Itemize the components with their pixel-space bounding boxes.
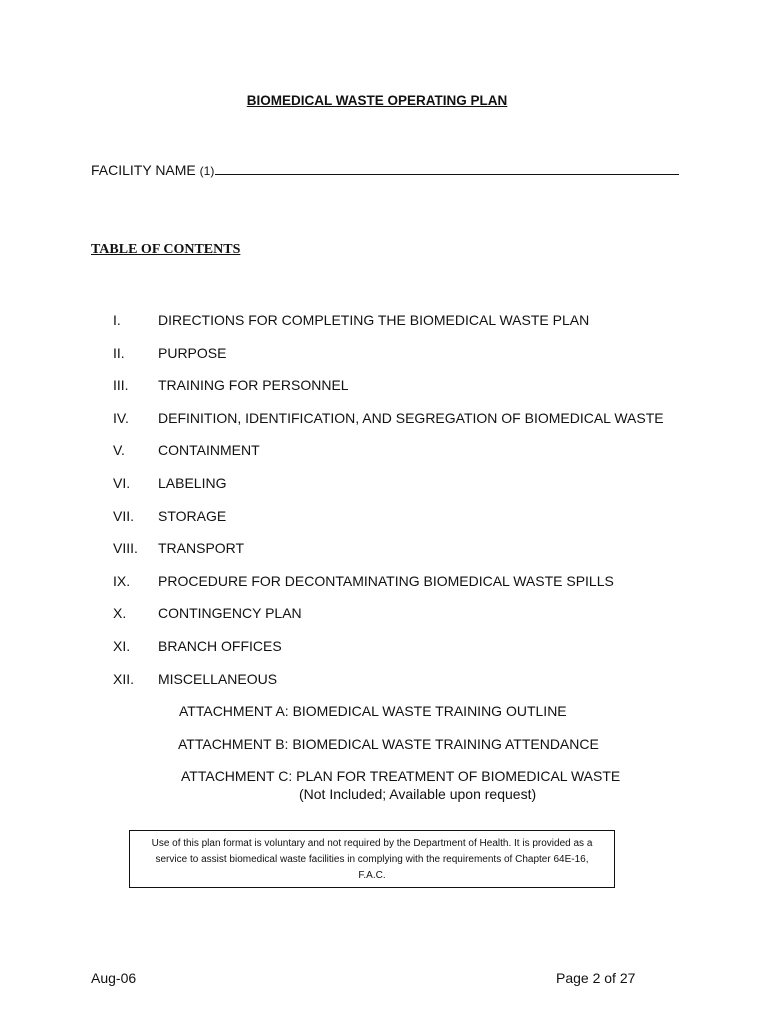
toc-item-3 [0,377,770,410]
attachment-c-note: (Not Included; Available upon request) [299,786,537,802]
toc-item-number: IX. [113,572,131,589]
toc-item-number: X. [113,605,127,622]
document-title: BIOMEDICAL WASTE OPERATING PLAN [246,93,508,108]
toc-item-label: CONTAINMENT [158,442,260,459]
notice-line-3: F.A.C. [358,870,386,881]
toc-item-label: CONTINGENCY PLAN [158,605,302,622]
toc-item-4 [0,410,770,443]
toc-item-number: III. [113,377,129,394]
toc-item-number: XII. [113,670,135,687]
toc-item-9 [0,573,770,606]
attachment-a: ATTACHMENT A: BIOMEDICAL WASTE TRAINING OUTLINE [179,703,567,719]
toc-item-number: V. [113,442,125,459]
toc-item-label: PROCEDURE FOR DECONTAMINATING BIOMEDICAL WASTE SPILLS [158,572,614,589]
toc-item-number: XI. [113,637,131,654]
toc-item-7 [0,508,770,541]
toc-item-number: VIII. [113,540,138,557]
toc-item-8 [0,540,770,573]
toc-item-number: VII. [113,507,135,524]
toc-item-label: DEFINITION, IDENTIFICATION, AND SEGREGATION OF BIOMEDICAL WASTE [158,409,664,426]
toc-item-2 [0,345,770,378]
toc-item-number: IV. [113,409,129,426]
toc-item-label: MISCELLANEOUS [158,670,278,687]
footer-page-number: Page 2 of 27 [556,970,636,986]
notice-line-1: Use of this plan format is voluntary and not required by the Department of Health. It is provided as a [151,838,593,849]
toc-item-label: PURPOSE [158,344,227,361]
facility-name-label: FACILITY NAME [91,162,200,178]
footer-date: Aug-06 [91,970,137,986]
table-of-contents [0,312,770,703]
toc-item-label: LABELING [158,474,227,491]
toc-item-number: II. [113,344,125,361]
toc-item-1 [0,312,770,345]
facility-name-field [91,160,679,178]
toc-heading: TABLE OF CONTENTS [91,242,241,257]
toc-item-6 [0,475,770,508]
toc-item-label: TRAINING FOR PERSONNEL [158,377,349,394]
facility-name-footnote: (1) [199,164,215,178]
facility-name-blank-line[interactable] [215,160,679,175]
toc-item-5 [0,442,770,475]
toc-item-12 [0,671,770,704]
toc-item-label: TRANSPORT [158,540,245,557]
voluntary-use-notice-box [129,830,615,888]
attachment-c: ATTACHMENT C: PLAN FOR TREATMENT OF BIOMEDICAL WASTE [181,768,621,784]
toc-item-number: I. [113,312,121,328]
toc-item-label: DIRECTIONS FOR COMPLETING THE BIOMEDICAL WASTE PLAN [158,312,590,328]
attachment-b: ATTACHMENT B: BIOMEDICAL WASTE TRAINING ATTENDANCE [178,736,599,752]
toc-item-label: STORAGE [158,507,227,524]
notice-line-2: service to assist biomedical waste facilities in complying with the requirements of Chapter 64E-16, [155,854,589,865]
toc-item-10 [0,605,770,638]
toc-item-number: VI. [113,474,131,491]
toc-item-label: BRANCH OFFICES [158,637,282,654]
toc-item-11 [0,638,770,671]
